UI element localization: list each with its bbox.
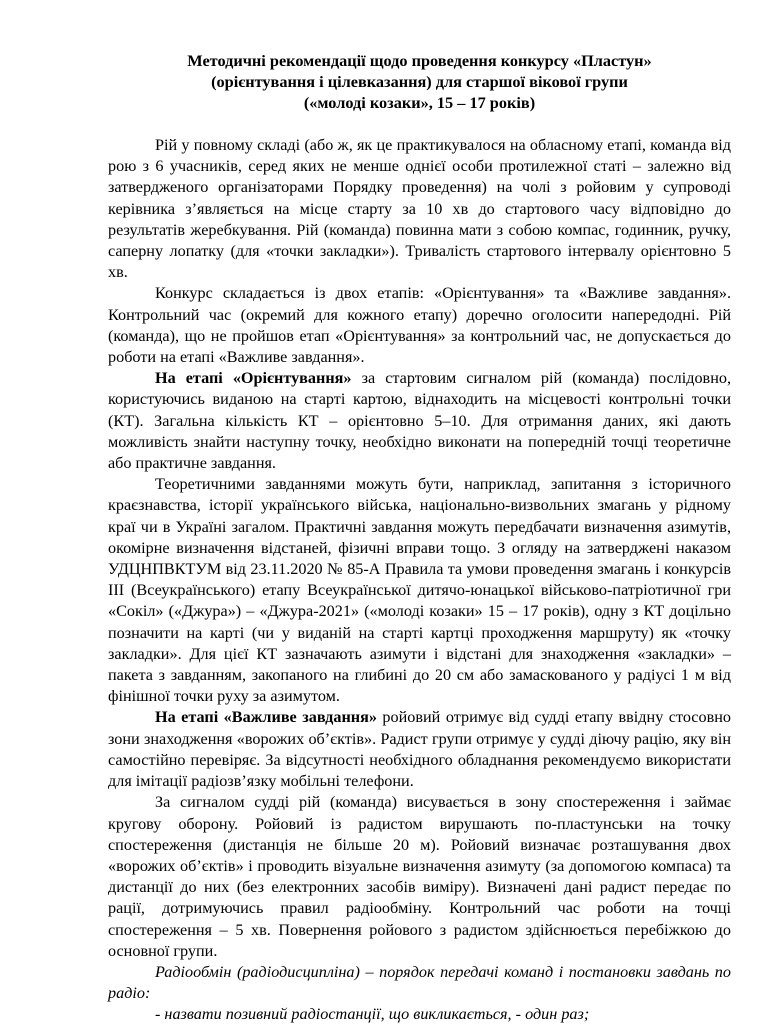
orientation-stage-heading: На етапі «Орієнтування» bbox=[155, 369, 352, 388]
important-task-stage-text: ройовий отримує від судді етапу ввідну стосовно зони знаходження «ворожих об’єктів». Радист групи отримує у судді діючу рацію, яку він самостійно перевіряє. За відсутності необхідного обладнання рекомендуємо використати для імітації радіозв’язку мобільні телефони. bbox=[108, 708, 731, 791]
paragraph-theoretical-tasks: Теоретичними завданнями можуть бути, наприклад, запитання з історичного краєзнавства, історії українського війська, національно-визвольних змагань у рідному краї чи в Україні загалом. Практичні завдання можуть передбачати визначення азимутів, окомірне визначення відстаней, фізичні вправи тощо. З огляду на затверджені наказом УДЦНПВКТУМ від 23.11.2020 № 85-А Правила та умови проведення змагань і конкурсів ІІІ (Всеукраїнського) етапу Всеукраїнської дитячо-юнацької військово-патріотичної гри «Сокіл» («Джура») – «Джура-2021» («молоді козаки» 15 – 17 років), одну з КТ доцільно позначити на карті (чи у виданій на старті картці проходження маршруту) як «точку закладки». Для цієї КТ зазначають азимути і відстані для знаходження «закладки» – пакета з завданням, закопаного на глибині до 20 см або замаскованого у радіусі 1 м від фінішної точки руху за азимутом. bbox=[108, 475, 731, 706]
paragraph-observation: За сигналом судді рій (команда) висувається в зону спостереження і займає кругову оборону. Ройовий із радистом вирушають по-пластунськи на точку спостереження (дистанція не більше 20 м). Ройовий визначає розташування двох «ворожих об’єктів» і проводить візуальне визначення азимуту (за допомогою компаса) та дистанції до них (без електронних засобів виміру). Визначені дані радист передає по рації, дотримуючись правил радіообміну. Контрольний час роботи на точці спостереження – 5 хв. Повернення ройового з радистом здійснюється перебіжкою до основної групи. bbox=[108, 793, 731, 960]
title-line-2: (орієнтування і цілевказання) для старшої вікової групи bbox=[211, 72, 628, 91]
paragraph-start-procedure: Рій у повному складі (або ж, як це практикувалося на обласному етапі, команда від рою з 6 учасників, серед яких не менше однієї особи протилежної статі – залежно від затвердженого організаторами Порядку проведення) на чолі з ройовим у супроводі керівника з’являється на місце старту за 10 хв до стартового часу відповідно до результатів жеребкування. Рій (команда) повинна мати з собою компас, годинник, ручку, саперну лопатку (для «точки закладки»). Тривалість стартового інтервалу орієнтовно 5 хв. bbox=[108, 136, 731, 282]
radio-rules-block bbox=[108, 962, 731, 1026]
important-task-stage-heading: На етапі «Важливе завдання» bbox=[155, 708, 377, 727]
document-title bbox=[108, 50, 731, 113]
orientation-stage-text: за стартовим сигналом рій (команда) послідовно, користуючись виданою на старті картою, віднаходить на місцевості контрольні точки (КТ). Загальна кількість КТ – орієнтовно 5–10. Для отримання даних, які дають можливість знайти наступну точку, необхідно виконати на попередній точці теоретичне або практичне завдання. bbox=[108, 369, 731, 473]
document-page bbox=[108, 50, 731, 1026]
title-line-1: Методичні рекомендації щодо проведення конкурсу «Пластун» bbox=[187, 51, 652, 70]
paragraph-orientation-stage bbox=[108, 368, 731, 474]
radio-rules-definition: Радіообмін (радіодисципліна) – порядок передачі команд і постановки завдань по радіо: bbox=[108, 962, 731, 1003]
radio-rules-item: - назвати позивний радіостанції, що викликається, - один раз; bbox=[155, 1005, 590, 1024]
title-line-3: («молоді козаки», 15 – 17 років) bbox=[303, 93, 536, 112]
paragraph-important-task-stage bbox=[108, 707, 731, 792]
paragraph-contest-stages: Конкурс складається із двох етапів: «Орієнтування» та «Важливе завдання». Контрольний час (окремий для кожного етапу) доречно оголосити напередодні. Рій (команда), що не пройшов етап «Орієнтування» за контрольний час, не допускається до роботи на етапі «Важливе завдання». bbox=[108, 284, 731, 367]
